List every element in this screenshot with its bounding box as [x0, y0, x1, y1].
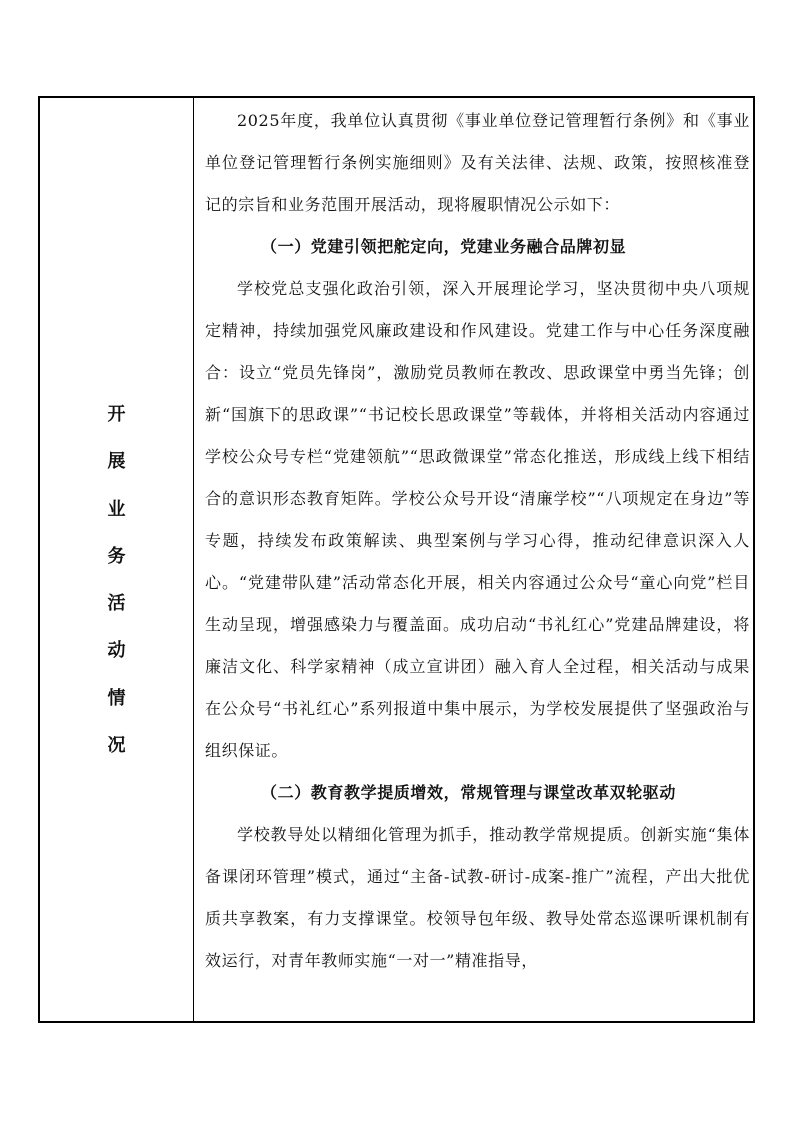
section-label-char: 活	[107, 593, 126, 615]
info-table	[38, 96, 755, 1023]
section-label-char: 情	[107, 687, 126, 709]
section-label-char: 务	[107, 545, 126, 567]
section-label-char: 动	[107, 640, 126, 662]
section-label-char: 展	[107, 451, 126, 473]
section-label	[40, 404, 193, 782]
intro-paragraph: 2025年度，我单位认真贯彻《事业单位登记管理暂行条例》和《事业单位登记管理暂行条例实施细则》及有关法律、法规、政策，按照核准登记的宗旨和业务范围开展活动，现将履职情况公示如下：	[205, 111, 750, 214]
section-heading-party-building: （一）党建引领把舵定向，党建业务融合品牌初显	[261, 237, 627, 256]
section-heading-teaching: （二）教育教学提质增效，常规管理与课堂改革双轮驱动	[261, 783, 677, 802]
section-label-char: 况	[107, 735, 126, 757]
section-label-cell	[40, 98, 193, 1021]
party-building-paragraph: 学校党总支强化政治引领，深入开展理论学习，坚决贯彻中央八项规定精神，持续加强党风廉政建设和作风建设。党建工作与中心任务深度融合：设立“党员先锋岗”，激励党员教师在教改、思政课堂中勇当先锋；创新“国旗下的思政课”“书记校长思政课堂”等载体，并将相关活动内容通过学校公众号专栏“党建领航”“思政微课堂”常态化推送，形成线上线下相结合的意识形态教育矩阵。学校公众号开设“清廉学校”“八项规定在身边”等专题，持续发布政策解读、典型案例与学习心得，推动纪律意识深入人心。“党建带队建”活动常态化开展，相关内容通过公众号“童心向党”栏目生动呈现，增强感染力与覆盖面。成功启动“书礼红心”党建品牌建设，将廉洁文化、科学家精神（成立宣讲团）融入育人全过程，相关活动与成果在公众号“书礼红心”系列报道中集中展示，为学校发展提供了坚强政治与组织保证。	[205, 279, 750, 760]
teaching-paragraph: 学校教导处以精细化管理为抓手，推动教学常规提质。创新实施“集体备课闭环管理”模式，通过“主备-试教-研讨-成案-推广”流程，产出大批优质共享教案，有力支撑课堂。校领导包年级、教导处常态巡课听课机制有效运行，对青年教师实施“一对一”精准指导，	[205, 825, 750, 970]
column-divider	[193, 98, 194, 1021]
section-label-char: 开	[107, 404, 126, 425]
content-cell	[205, 100, 750, 982]
section-label-char: 业	[107, 498, 126, 520]
